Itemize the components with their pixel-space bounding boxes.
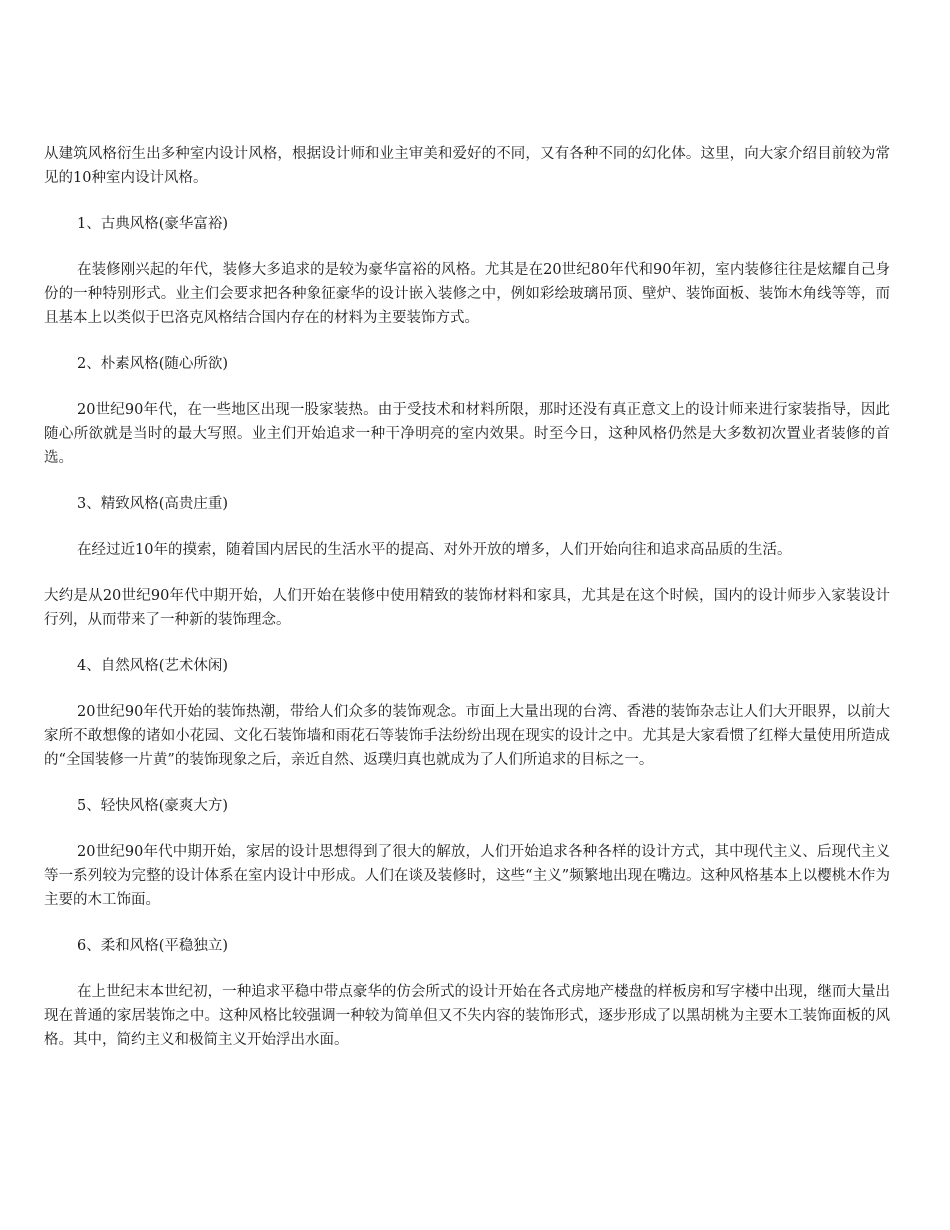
- section-paragraph: 20世纪90年代开始的装饰热潮，带给人们众多的装饰观念。市面上大量出现的台湾、香港的装饰杂志让人们大开眼界，以前大家所不敢想像的诸如小花园、文化石装饰墙和雨花石等装饰手法纷纷出现在现实的设计之中。尤其是大家看惯了红榉大量使用所造成的“全国装修一片黄”的装饰现象之后，亲近自然、返璞归真也就成为了人们所追求的目标之一。: [44, 704, 890, 768]
- section-paragraph: 在装修刚兴起的年代，装修大多追求的是较为豪华富裕的风格。尤其是在20世纪80年代和90年初，室内装修往往是炫耀自己身份的一种特别形式。业主们会要求把各种象征豪华的设计嵌入装修之中，例如彩绘玻璃吊顶、壁炉、装饰面板、装饰木角线等等，而且基本上以类似于巴洛克风格结合国内存在的材料为主要装饰方式。: [44, 262, 890, 326]
- document-body: [44, 142, 890, 1074]
- section-paragraph: 20世纪90年代，在一些地区出现一股家装热。由于受技术和材料所限，那时还没有真正意文上的设计师来进行家装指导，因此随心所欲就是当时的最大写照。业主们开始追求一种干净明亮的室内效果。时至今日，这种风格仍然是大多数初次置业者装修的首选。: [44, 402, 890, 466]
- section-heading-classical: 1、古典风格(豪华富裕): [77, 216, 229, 232]
- section-paragraph: 20世纪90年代中期开始，家居的设计思想得到了很大的解放，人们开始追求各种各样的设计方式，其中现代主义、后现代主义等一系列较为完整的设计体系在室内设计中形成。人们在谈及装修时，这些“主义”频繁地出现在嘴边。这种风格基本上以樱桃木作为主要的木工饰面。: [44, 844, 890, 908]
- section-paragraph: 在上世纪末本世纪初，一种追求平稳中带点豪华的仿会所式的设计开始在各式房地产楼盘的样板房和写字楼中出现，继而大量出现在普通的家居装饰之中。这种风格比较强调一种较为简单但又不失内容的装饰形式，逐步形成了以黑胡桃为主要木工装饰面板的风格。其中，简约主义和极简主义开始浮出水面。: [44, 984, 890, 1048]
- section-heading-natural: 4、自然风格(艺术休闲): [77, 658, 229, 674]
- section-heading-soft: 6、柔和风格(平稳独立): [77, 938, 229, 954]
- section-paragraph: 大约是从20世纪90年代中期开始，人们开始在装修中使用精致的装饰材料和家具，尤其是在这个时候，国内的设计师步入家装设计行列，从而带来了一种新的装饰理念。: [44, 588, 890, 628]
- section-heading-simple: 2、朴素风格(随心所欲): [77, 356, 229, 372]
- section-heading-refined: 3、精致风格(高贵庄重): [77, 496, 229, 512]
- intro-paragraph: 从建筑风格衍生出多种室内设计风格，根据设计师和业主审美和爱好的不同，又有各种不同的幻化体。这里，向大家介绍目前较为常见的10种室内设计风格。: [44, 146, 890, 186]
- section-heading-light: 5、轻快风格(豪爽大方): [77, 798, 229, 814]
- section-paragraph: 在经过近10年的摸索，随着国内居民的生活水平的提高、对外开放的增多，人们开始向往和追求高品质的生活。: [77, 542, 792, 558]
